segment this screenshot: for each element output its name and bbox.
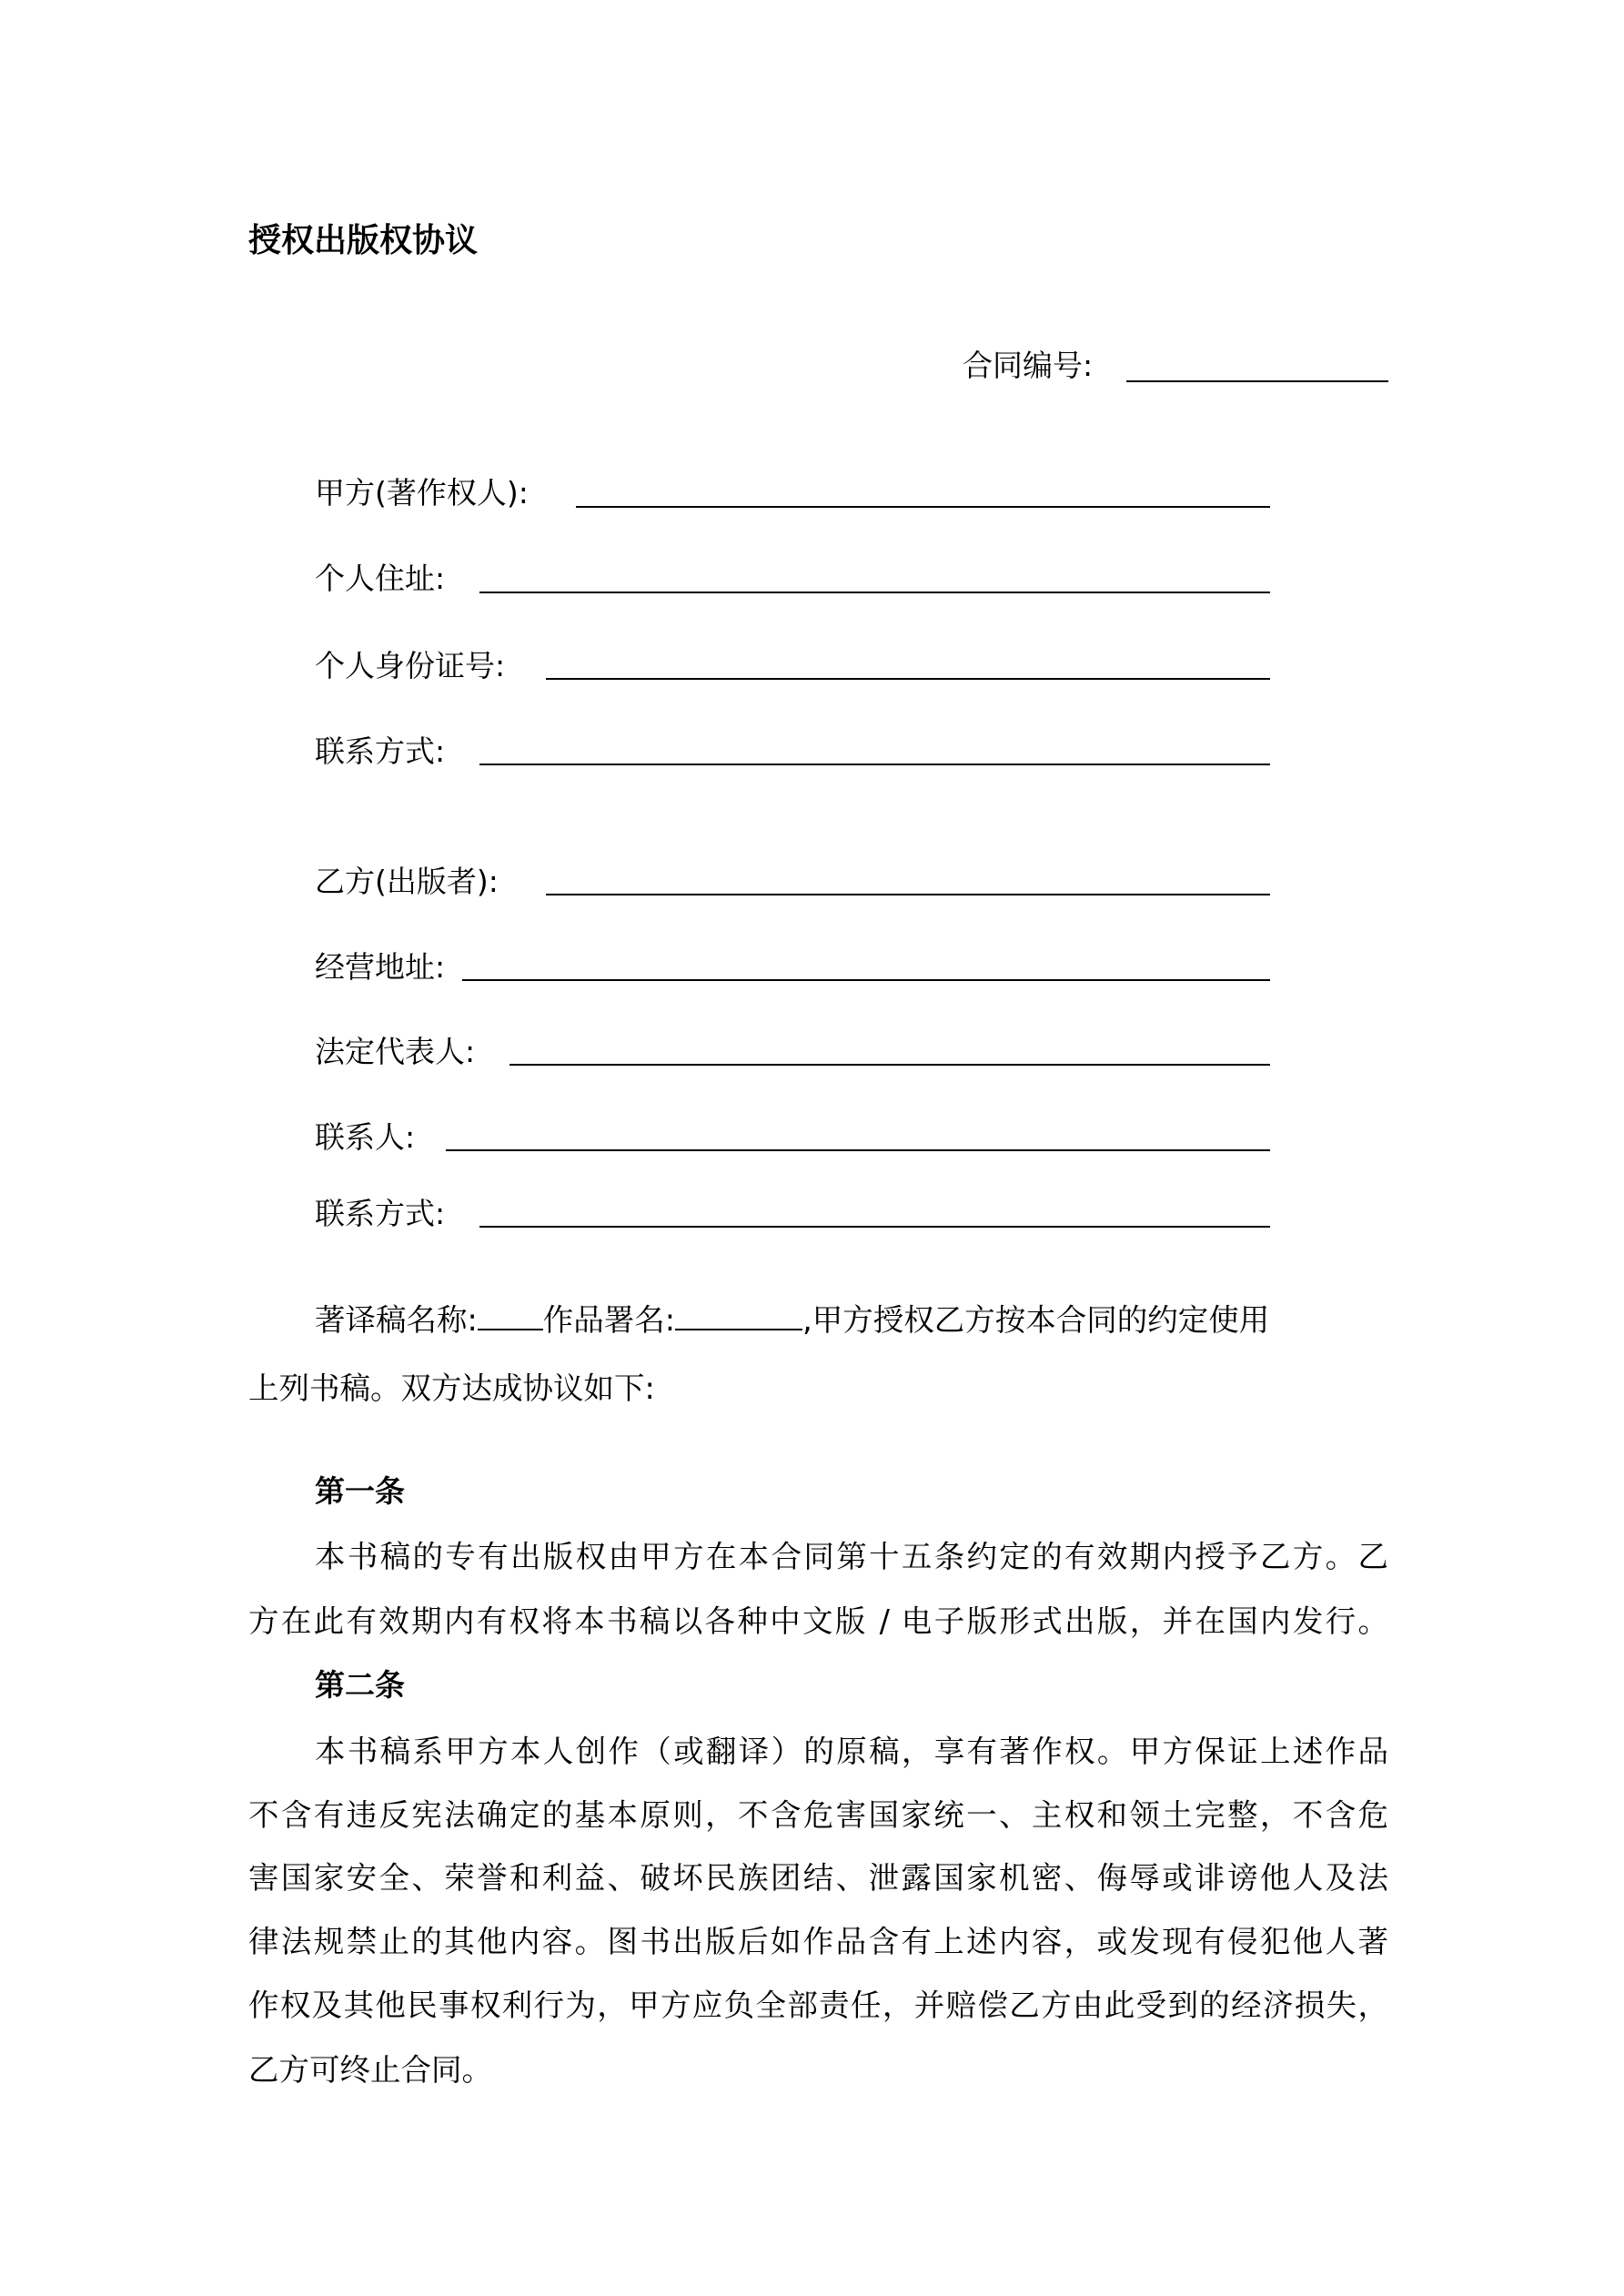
article-2-line: 乙方可终止合同。 — [248, 2052, 492, 2088]
party-a-label: 甲方(著作权人): — [315, 475, 529, 511]
article-2-line: 作权及其他民事权利行为，甲方应负全部责任，并赔偿乙方由此受到的经济损失， — [248, 1988, 1388, 2023]
intro-line-1-rest: ,甲方授权乙方按本合同的约定使用 — [802, 1302, 1270, 1338]
article-2-line: 律法规禁止的其他内容。图书出版后如作品含有上述内容，或发现有侵犯他人著 — [248, 1924, 1388, 1959]
party-a-contact-blank[interactable] — [479, 764, 1270, 765]
contact-person-blank[interactable] — [446, 1149, 1270, 1151]
legal-representative-blank[interactable] — [509, 1064, 1270, 1066]
business-address-label: 经营地址: — [315, 949, 446, 985]
contract-number-label: 合同编号: — [963, 348, 1094, 383]
contract-number-blank[interactable] — [1126, 380, 1388, 382]
article-2-line: 害国家安全、荣誉和利益、破坏民族团结、泄露国家机密、侮辱或诽谤他人及法 — [248, 1860, 1388, 1896]
id-number-label: 个人身份证号: — [315, 648, 506, 683]
article-1-line: 方在此有效期内有权将本书稿以各种中文版 / 电子版形式出版，并在国内发行。 — [248, 1603, 1388, 1639]
party-a-blank[interactable] — [576, 506, 1270, 508]
party-b-label: 乙方(出版者): — [315, 864, 499, 899]
party-b-blank[interactable] — [546, 894, 1270, 895]
legal-representative-label: 法定代表人: — [315, 1034, 476, 1069]
party-a-contact-label: 联系方式: — [315, 733, 446, 769]
business-address-blank[interactable] — [462, 979, 1270, 981]
work-name-blank[interactable] — [478, 1303, 543, 1330]
intro-line-1 — [315, 1303, 1269, 1336]
party-b-contact-label: 联系方式: — [315, 1196, 446, 1231]
article-2-line: 本书稿系甲方本人创作（或翻译）的原稿，享有著作权。甲方保证上述作品 — [315, 1734, 1388, 1769]
personal-address-blank[interactable] — [479, 592, 1270, 593]
contact-person-label: 联系人: — [315, 1119, 416, 1155]
article-1-line: 本书稿的专有出版权由甲方在本合同第十五条约定的有效期内授予乙方。乙 — [315, 1539, 1388, 1574]
party-b-contact-blank[interactable] — [479, 1226, 1270, 1228]
intro-line-2: 上列书稿。双方达成协议如下: — [248, 1371, 655, 1406]
article-2-heading: 第二条 — [315, 1667, 405, 1703]
article-2-line: 不含有违反宪法确定的基本原则，不含危害国家统一、主权和领土完整，不含危 — [248, 1797, 1388, 1833]
signature-label: 作品署名: — [542, 1302, 676, 1338]
article-1-heading: 第一条 — [315, 1473, 405, 1509]
work-name-label: 著译稿名称: — [315, 1302, 478, 1338]
signature-blank[interactable] — [675, 1303, 802, 1330]
id-number-blank[interactable] — [546, 678, 1270, 680]
personal-address-label: 个人住址: — [315, 561, 446, 596]
document-title: 授权出版权协议 — [248, 222, 479, 259]
